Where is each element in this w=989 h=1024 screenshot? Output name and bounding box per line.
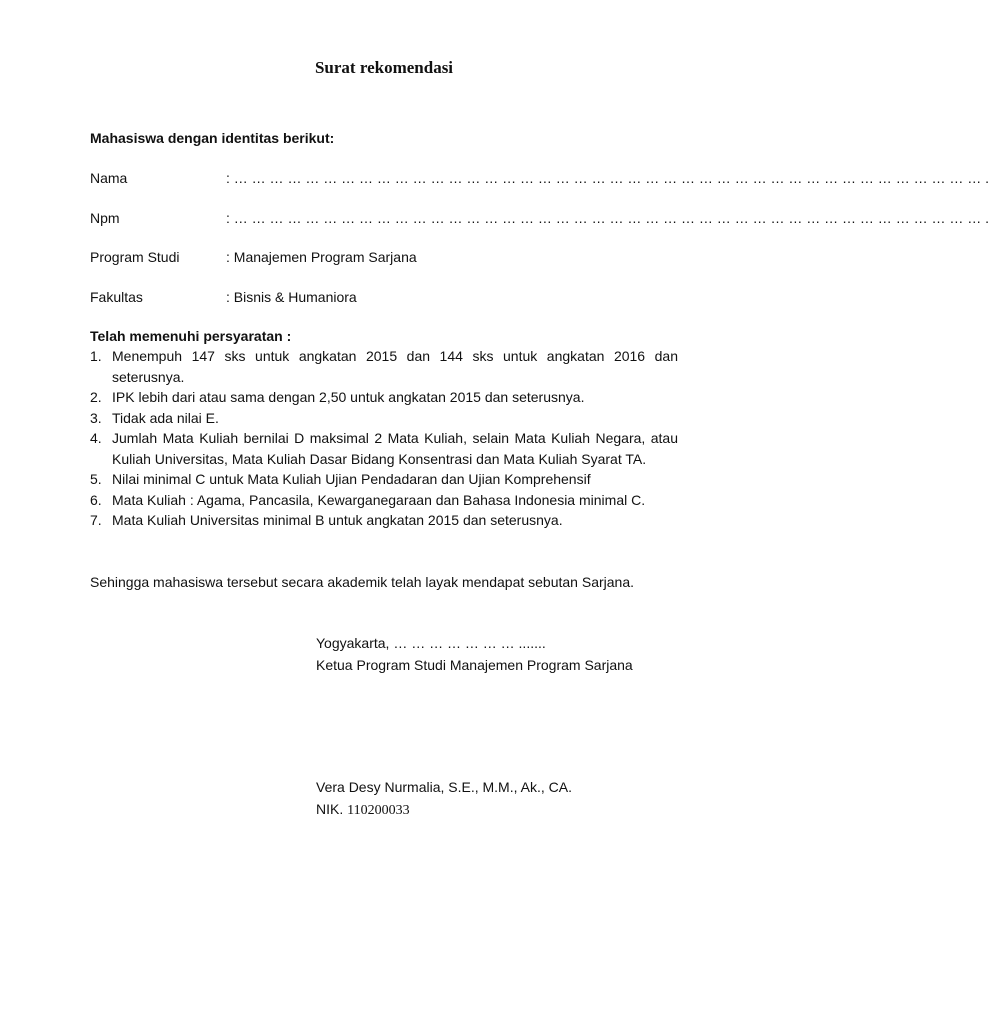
list-item — [90, 408, 678, 429]
signer-nik — [316, 799, 736, 821]
field-program-studi — [90, 247, 680, 267]
field-label: Program Studi — [90, 249, 180, 265]
list-item-text: Mata Kuliah : Agama, Pancasila, Kewarganegaraan dan Bahasa Indonesia minimal C. — [112, 491, 646, 508]
list-item-text: Jumlah Mata Kuliah bernilai D maksimal 2 Mata Kuliah, selain Mata Kuliah Negara, atau Kuliah Universitas, Mata Kuliah Dasar Bidang Konsentrasi dan Mata Kuliah Syarat TA. — [112, 430, 678, 467]
list-item-text: Mata Kuliah Universitas minimal B untuk angkatan 2015 dan seterusnya. — [112, 512, 563, 528]
signer-position: Ketua Program Studi Manajemen Program Sarjana — [316, 657, 633, 673]
list-item-text: Menempuh 147 sks untuk angkatan 2015 dan 144 sks untuk angkatan 2016 dan seterusnya. — [112, 348, 678, 385]
field-label: Fakultas — [90, 289, 143, 305]
list-item — [90, 428, 678, 469]
list-item-number: 2. — [90, 389, 102, 405]
list-item-number: 1. — [90, 348, 102, 364]
field-value: : Bisnis & Humaniora — [226, 289, 357, 305]
field-label: Npm — [90, 210, 120, 226]
list-item — [90, 510, 678, 531]
field-nama — [90, 168, 989, 188]
field-fakultas — [90, 287, 680, 307]
field-value: : … … … … … … … … … … … … … … … … … … … … … … … … … … … … … … … … … … … … … … … … … … . — [226, 210, 989, 226]
nik-number: 110200033 — [347, 803, 410, 818]
place-date: Yogyakarta, … … … … … … … ....... — [316, 635, 546, 651]
requirements-list — [90, 346, 678, 531]
list-item-number: 3. — [90, 409, 102, 426]
field-value: : Manajemen Program Sarjana — [226, 249, 417, 265]
field-label: Nama — [90, 170, 128, 186]
list-item-text: Nilai minimal C untuk Mata Kuliah Ujian Pendadaran dan Ujian Komprehensif — [112, 471, 591, 487]
list-item — [90, 346, 678, 387]
requirements-heading: Telah memenuhi persyaratan : — [90, 328, 292, 344]
conclusion-text: Sehingga mahasiswa tersebut secara akademik telah layak mendapat sebutan Sarjana. — [90, 574, 634, 590]
nik-label: NIK. — [316, 801, 348, 817]
list-item-text: Tidak ada nilai E. — [112, 409, 219, 426]
list-item — [90, 469, 678, 490]
intro-text: Mahasiswa dengan identitas berikut: — [90, 130, 335, 146]
list-item-text: IPK lebih dari atau sama dengan 2,50 untuk angkatan 2015 dan seterusnya. — [112, 389, 585, 405]
field-npm — [90, 208, 989, 228]
letter-title: Surat rekomendasi — [314, 58, 454, 77]
field-value: : … … … … … … … … … … … … … … … … … … … … … … … … … … … … … … … … … … … … … … … … … … . — [226, 170, 989, 186]
list-item — [90, 387, 678, 408]
list-item — [90, 490, 678, 511]
list-item-number: 7. — [90, 512, 102, 528]
list-item-number: 6. — [90, 491, 102, 508]
list-item-number: 4. — [90, 430, 102, 446]
list-item-number: 5. — [90, 471, 102, 487]
signer-name: Vera Desy Nurmalia, S.E., M.M., Ak., CA. — [316, 779, 572, 795]
